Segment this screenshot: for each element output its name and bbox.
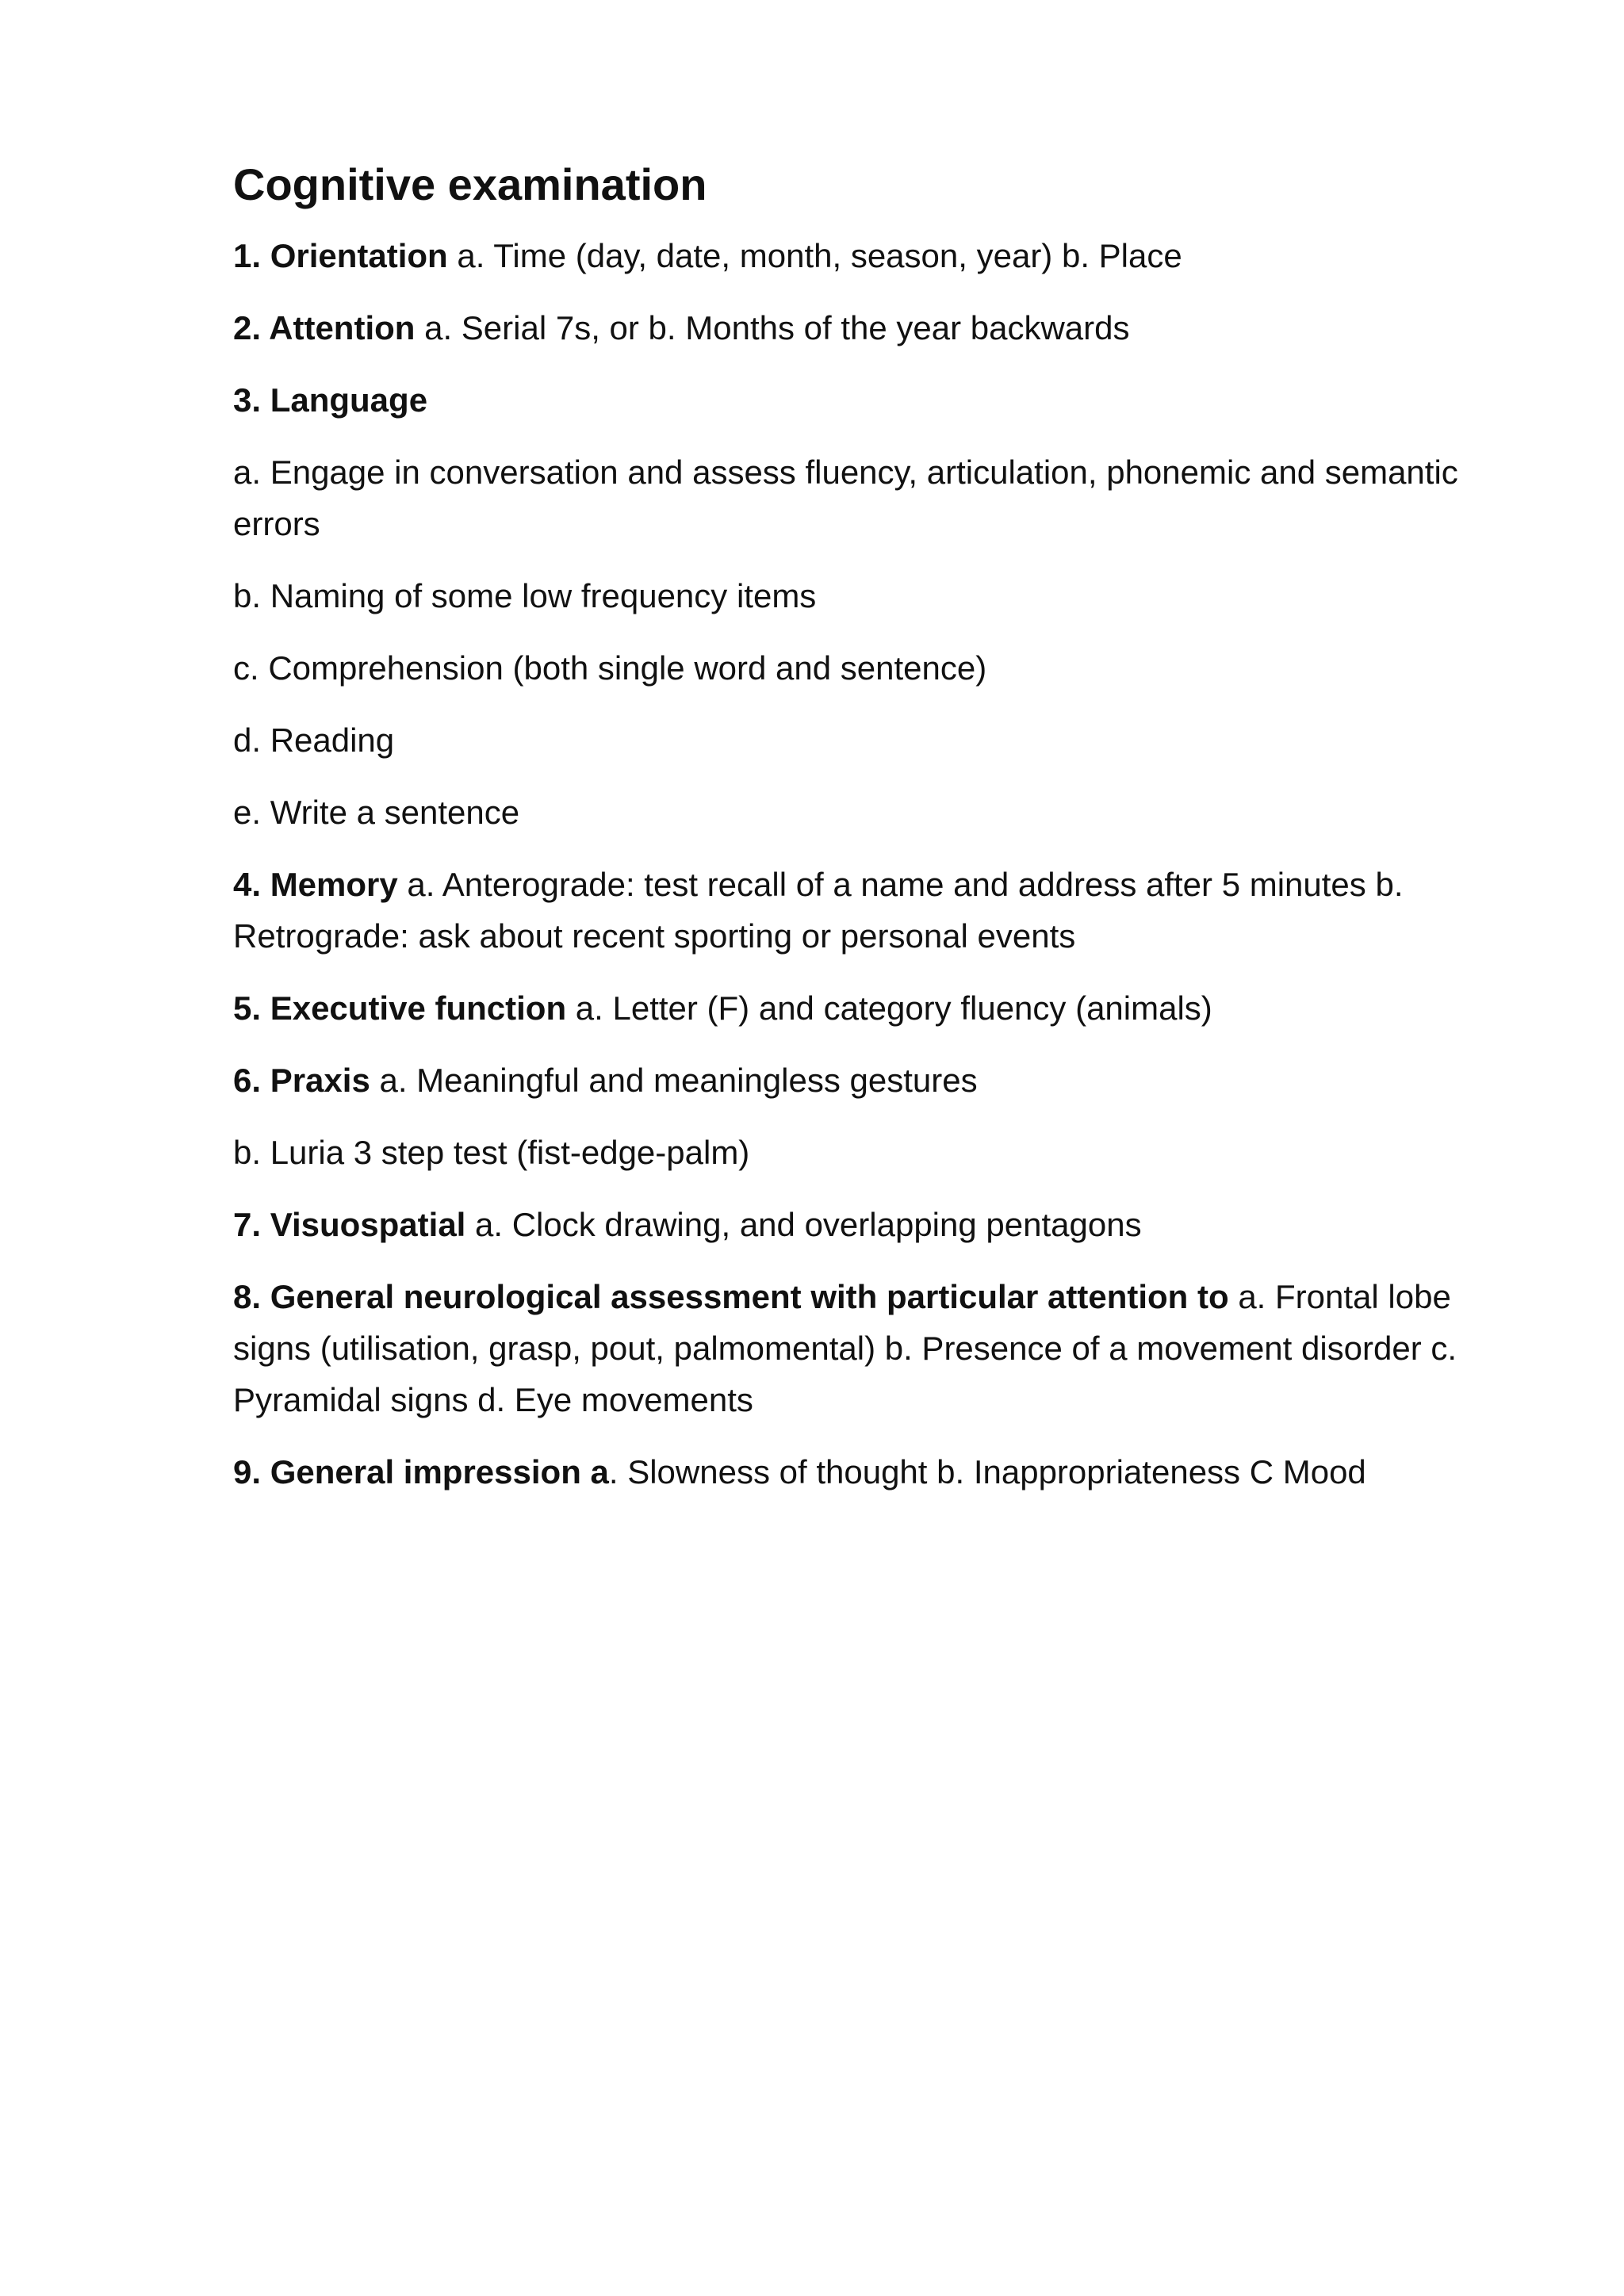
- item-text: c. Comprehension (both single word and sentence): [233, 649, 987, 687]
- item-text: a. Meaningful and meaningless gestures: [370, 1062, 978, 1099]
- item-general-neurological: [233, 1271, 1518, 1425]
- item-orientation: [233, 230, 1518, 281]
- item-executive-function: [233, 982, 1518, 1034]
- item-text: b. Luria 3 step test (fist-edge-palm): [233, 1134, 750, 1171]
- item-heading: 5. Executive function: [233, 989, 567, 1027]
- item-language-d: [233, 714, 1518, 766]
- item-praxis-b: [233, 1127, 1518, 1178]
- item-text: d. Reading: [233, 721, 395, 759]
- document-title: Cognitive examination: [233, 159, 707, 209]
- item-language-b: [233, 570, 1518, 622]
- item-heading: 7. Visuospatial: [233, 1206, 466, 1243]
- item-text: a. Time (day, date, month, season, year) b. Place: [447, 237, 1182, 274]
- item-memory: [233, 859, 1518, 962]
- item-text: a. Serial 7s, or b. Months of the year backwards: [415, 309, 1130, 346]
- item-text: . Slowness of thought b. Inappropriateness C Mood: [608, 1453, 1366, 1490]
- item-text: b. Naming of some low frequency items: [233, 577, 817, 614]
- item-text: a. Frontal lobe signs (utilisation, grasp, pout, palmomental) b. Presence of a movement disorder c. Pyramidal signs d. Eye movements: [233, 1278, 1457, 1418]
- item-text: a. Engage in conversation and assess fluency, articulation, phonemic and semantic errors: [233, 453, 1458, 542]
- item-attention: [233, 302, 1518, 354]
- item-general-impression: [233, 1446, 1518, 1498]
- item-text: a. Anterograde: test recall of a name and address after 5 minutes b. Retrograde: ask about recent sporting or personal events: [233, 866, 1404, 955]
- item-heading: 4. Memory: [233, 866, 398, 903]
- item-visuospatial: [233, 1199, 1518, 1250]
- item-praxis: [233, 1054, 1518, 1106]
- item-language-a: [233, 446, 1518, 549]
- item-heading: 6. Praxis: [233, 1062, 370, 1099]
- item-text: a. Clock drawing, and overlapping pentagons: [465, 1206, 1142, 1243]
- item-heading: 9. General impression a: [233, 1453, 609, 1490]
- item-language: [233, 374, 1518, 426]
- item-text: e. Write a sentence: [233, 794, 520, 831]
- item-text: a. Letter (F) and category fluency (animals): [566, 989, 1212, 1027]
- item-heading: 3. Language: [233, 381, 428, 419]
- item-heading: 2. Attention: [233, 309, 416, 346]
- item-language-c: [233, 642, 1518, 694]
- item-heading: 1. Orientation: [233, 237, 448, 274]
- document-page: [233, 157, 1518, 1518]
- item-language-e: [233, 786, 1518, 838]
- item-heading: 8. General neurological assessment with particular attention to: [233, 1278, 1229, 1315]
